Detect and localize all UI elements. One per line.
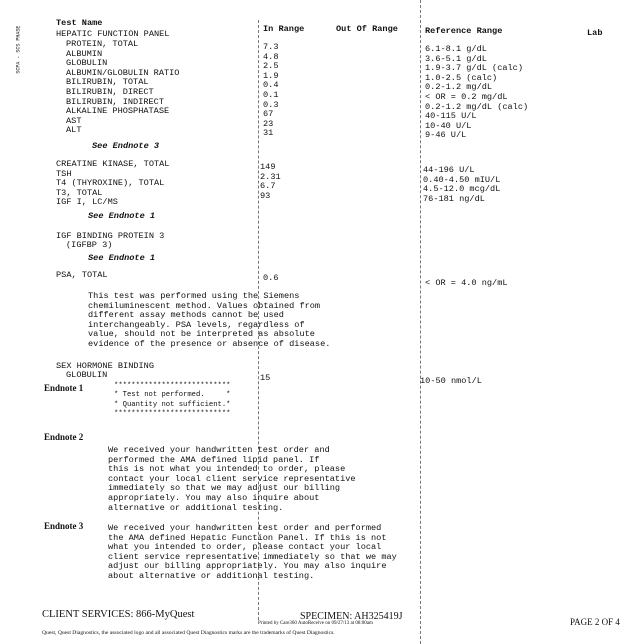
reference-range: 40-115 U/L <box>425 111 477 122</box>
specimen-id: SPECIMEN: AH325419J <box>300 611 403 622</box>
endnote-3-line: client service representative immediately so that we may <box>108 551 397 562</box>
in-range-value: 0.3 <box>263 99 279 110</box>
psa-name: PSA, TOTAL <box>56 270 108 280</box>
endnote-2-line: immediately so that we may adjust our billing <box>108 483 341 494</box>
endnote-3-line: We received your handwritten test order and performed <box>108 523 382 533</box>
endnote-2-line: this is not what you intended to order, please <box>108 464 346 475</box>
test-name: ALBUMIN <box>66 48 103 59</box>
shbg-value: 15 <box>260 373 271 383</box>
shbg-subtitle: GLOBULIN <box>66 370 108 380</box>
endnote-2-line: contact your local client service representative <box>108 473 356 484</box>
igfbp-subtitle: (IGFBP 3) <box>66 240 113 250</box>
test-name: ALBUMIN/GLOBULIN RATIO <box>66 67 180 78</box>
printed-info: Printed by Care360 AutoReceive on 09/27/13 at 08:00am <box>258 621 373 626</box>
reference-range: 10-40 U/L <box>425 120 472 131</box>
reference-range: 6.1-8.1 g/dL <box>425 44 487 54</box>
psa-note-line: value, should not be interpreted as absolute <box>88 329 315 340</box>
test-name: BILIRUBIN, DIRECT <box>66 87 154 97</box>
reference-range: 3.6-5.1 g/dL <box>425 53 487 64</box>
in-range-value: 31 <box>263 128 274 139</box>
reference-range: 1.9-3.7 g/dL (calc) <box>425 63 523 74</box>
col-out-of-range: Out Of Range <box>336 24 398 34</box>
reference-range: 0.2-1.2 mg/dL <box>425 82 493 93</box>
test-name: GLOBULIN <box>66 58 108 69</box>
reference-range: 0.2-1.2 mg/dL (calc) <box>425 101 529 112</box>
reference-range: 76-181 ng/dL <box>423 193 485 204</box>
reference-range: 0.40-4.50 mIU/L <box>423 174 501 185</box>
endnote-1-line: *************************** <box>114 410 231 419</box>
endnote-3-label: Endnote 3 <box>44 521 84 531</box>
test-name: T4 (THYROXINE), TOTAL <box>56 178 165 189</box>
reference-range: 4.5-12.0 mcg/dL <box>423 184 501 195</box>
psa-note-line: evidence of the presence or absence of disease. <box>88 339 331 349</box>
endnote-1-line: *************************** <box>114 382 231 390</box>
psa-note-line: This test was performed using the Siemens <box>88 291 300 301</box>
hepatic-panel-title: HEPATIC FUNCTION PANEL <box>56 29 170 39</box>
col-lab: Lab <box>587 28 603 38</box>
in-range-value: 2.5 <box>263 61 279 72</box>
in-range-value: 93 <box>260 190 271 201</box>
legal-footer: Quest, Quest Diagnostics, the associated logo and all associated Quest Diagnostics marks are the trademarks of Quest Diagnostics. <box>42 630 335 636</box>
endnote-2-label: Endnote 2 <box>44 432 84 442</box>
client-services: CLIENT SERVICES: 866-MyQuest <box>42 609 195 620</box>
test-name: BILIRUBIN, INDIRECT <box>66 96 164 107</box>
endnote-2-line: appropriately. You may also inquire about <box>108 493 320 503</box>
endnote-3-line: the AMA defined Hepatic Function Panel. If this is not <box>108 532 387 543</box>
psa-note-line: chemiluminescent method. Values obtained from <box>88 300 321 311</box>
test-name: T3, TOTAL <box>56 187 103 198</box>
in-range-value: 7.3 <box>263 42 279 52</box>
psa-note-line: different assay methods cannot be used <box>88 310 284 321</box>
reference-range: 44-196 U/L <box>423 165 475 175</box>
endnote-3-line: about alternative or additional testing. <box>108 571 315 581</box>
psa-ref: < OR = 4.0 ng/mL <box>425 278 508 288</box>
page-number: PAGE 2 OF 4 <box>570 617 620 627</box>
in-range-value: 149 <box>260 162 276 172</box>
in-range-value: 23 <box>263 118 274 129</box>
column-divider-line <box>420 0 421 644</box>
in-range-value: 1.9 <box>263 70 279 81</box>
see-endnote-1a: See Endnote 1 <box>88 211 156 221</box>
test-name: PROTEIN, TOTAL <box>66 39 139 49</box>
endnote-3-line: adjust our billing appropriately. You may also inquire <box>108 561 387 572</box>
margin-mark-text: SCPA - SCS PHASE <box>15 25 21 74</box>
col-reference-range: Reference Range <box>425 26 503 36</box>
test-name: ALKALINE PHOSPHATASE <box>66 106 170 117</box>
psa-note-line: interchangeably. PSA levels, regardless of <box>88 319 305 330</box>
margin-mark <box>4 20 23 80</box>
in-range-value: 4.8 <box>263 51 279 62</box>
igfbp-title: IGF BINDING PROTEIN 3 <box>56 231 165 241</box>
in-range-value: 0.4 <box>263 80 279 91</box>
endnote-2-line: performed the AMA defined lipid panel. If <box>108 454 320 465</box>
endnote-1-label: Endnote 1 <box>44 383 84 393</box>
test-name: ALT <box>66 125 82 136</box>
reference-range: 9-46 U/L <box>425 130 467 141</box>
endnote-2-line: We received your handwritten test order and <box>108 445 330 455</box>
test-name: CREATINE KINASE, TOTAL <box>56 159 170 169</box>
endnote-1-line: * Quantity not sufficient.* <box>114 400 231 409</box>
col-in-range: In Range <box>263 24 305 34</box>
psa-value: 0.6 <box>263 273 279 283</box>
endnote-1-line: * Test not performed. * <box>114 391 231 400</box>
in-range-value: 67 <box>263 109 274 120</box>
shbg-title: SEX HORMONE BINDING <box>56 361 154 371</box>
see-endnote-1b: See Endnote 1 <box>88 253 156 263</box>
reference-range: < OR = 0.2 mg/dL <box>425 92 508 102</box>
endnote-3-line: what you intended to order, please contact your local <box>108 542 382 553</box>
see-endnote-3: See Endnote 3 <box>92 141 160 151</box>
in-range-value: 0.1 <box>263 90 279 100</box>
test-name: AST <box>66 115 82 126</box>
in-range-value: 6.7 <box>260 181 276 192</box>
col-test-name: Test Name <box>56 18 103 28</box>
in-range-value: 2.31 <box>260 171 281 182</box>
test-name: TSH <box>56 168 72 179</box>
shbg-ref: 10-50 nmol/L <box>420 376 482 386</box>
endnote-2-line: alternative or additional testing. <box>108 502 284 513</box>
test-name: IGF I, LC/MS <box>56 197 118 208</box>
test-name: BILIRUBIN, TOTAL <box>66 77 149 88</box>
reference-range: 1.0-2.5 (calc) <box>425 72 498 83</box>
